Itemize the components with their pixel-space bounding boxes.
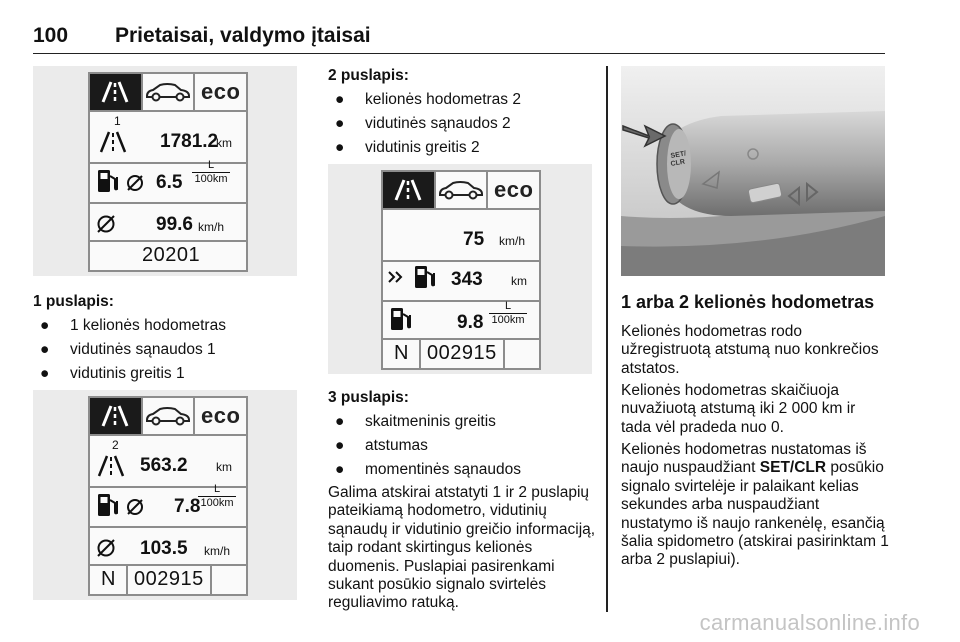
display-tabs bbox=[90, 398, 246, 436]
consumption-unit: $\frac{L}{100km}$ bbox=[198, 483, 236, 510]
display-panel-2 bbox=[88, 396, 248, 596]
watermark: carmanualsonline.info bbox=[699, 610, 920, 635]
avg-speed: 103.5 bbox=[140, 538, 188, 559]
fuel-pump-icon bbox=[389, 306, 413, 332]
trip-number: 2 bbox=[112, 438, 119, 452]
avg-consumption: 7.8 bbox=[174, 496, 201, 517]
road-icon bbox=[99, 404, 131, 428]
digital-speed: 75 bbox=[463, 229, 485, 250]
road-icon bbox=[99, 80, 131, 104]
display-tabs bbox=[90, 74, 246, 112]
page2-label: 2 puslapis: bbox=[328, 67, 409, 84]
tab-car bbox=[143, 74, 196, 110]
set-clr-button-label: SET/ bbox=[670, 150, 687, 160]
page-number: 100 bbox=[33, 24, 69, 47]
range-unit: km bbox=[511, 274, 527, 288]
section-heading: 1 arba 2 kelionės hodometras bbox=[621, 292, 875, 312]
page1-label: 1 puslapis: bbox=[33, 293, 114, 310]
fuel-pump-icon bbox=[96, 492, 120, 518]
instant-consumption: 9.8 bbox=[457, 312, 484, 333]
distance-unit: km bbox=[216, 460, 232, 474]
page3-label: 3 puslapis: bbox=[328, 389, 409, 406]
display-panel-3 bbox=[381, 170, 541, 370]
consumption-unit: $\frac{L}{100km}$ bbox=[192, 159, 230, 186]
set-clr-label: SET/CLR bbox=[759, 459, 827, 477]
road-icon bbox=[96, 130, 130, 154]
car-icon bbox=[145, 82, 191, 102]
avg-speed: 99.6 bbox=[156, 214, 193, 235]
turn-signal-stalk-illustration bbox=[621, 66, 885, 276]
average-icon bbox=[126, 174, 144, 192]
gear-indicator: N bbox=[101, 568, 116, 590]
tab-eco: eco bbox=[200, 403, 241, 428]
trip-distance: 563.2 bbox=[140, 455, 188, 476]
paragraph: Kelionės hodometras rodo užregistruotą atstumą nuo konkrečios atstatos. bbox=[621, 323, 879, 377]
fuel-pump-icon bbox=[413, 264, 437, 290]
reset-paragraph: Galima atskirai atstatyti 1 ir 2 puslapių pateikiamą hodometro, vidutinių sąnaudų ir vidutinio greičio informaciją, taip rodant skirtingus kelionės duomenis. Puslapiai pasirenkami sukant posūkio signalo svirtelės reguliavimo ratuką. bbox=[328, 484, 596, 612]
odometer: 20201 bbox=[142, 244, 201, 266]
average-icon bbox=[96, 538, 116, 558]
svg-text:CLR: CLR bbox=[670, 158, 686, 168]
car-icon bbox=[145, 406, 191, 426]
odometer: 002915 bbox=[134, 568, 204, 590]
paragraph: Kelionės hodometras skaičiuoja nuvažiuotą atstumą iki 2 000 km ir tada vėl pradeda nuo 0. bbox=[621, 382, 856, 436]
tab-car bbox=[436, 172, 489, 208]
speed-unit: km/h bbox=[204, 544, 231, 558]
avg-consumption: 6.5 bbox=[156, 172, 183, 193]
gear-indicator: N bbox=[394, 342, 409, 364]
display-tabs bbox=[383, 172, 539, 210]
paragraph: Kelionės hodometras nustatomas iš naujo nuspaudžiant SET/CLR posūkio signalo svirtelėje ir palaikant kelias sekundes arba nuspaudžiant nustatymo iš naujo rankenėlę, esančią šalia spidometro (atskirai pasirinktam 1 arba 2 puslapiui). bbox=[621, 441, 889, 569]
trip-distance: 1781.2 bbox=[160, 131, 219, 152]
display-panel-1 bbox=[88, 72, 248, 272]
range-arrows-icon bbox=[387, 270, 405, 284]
stalk-photo bbox=[621, 66, 885, 276]
tab-eco: eco bbox=[200, 79, 241, 104]
speed-unit: km/h bbox=[198, 220, 225, 234]
range-distance: 343 bbox=[451, 269, 483, 290]
distance-unit: km bbox=[216, 136, 232, 150]
column-divider bbox=[606, 66, 608, 612]
page-header bbox=[33, 18, 885, 54]
average-icon bbox=[96, 214, 116, 234]
consumption-unit: $\frac{L}{100km}$ bbox=[489, 300, 527, 327]
average-icon bbox=[126, 498, 144, 516]
tab-trip bbox=[90, 74, 143, 110]
tab-car bbox=[143, 398, 196, 434]
tab-eco: eco bbox=[493, 177, 534, 202]
tab-trip bbox=[383, 172, 436, 208]
speed-unit: km/h bbox=[499, 234, 526, 248]
trip-number: 1 bbox=[114, 114, 121, 128]
page-title: Prietaisai, valdymo įtaisai bbox=[115, 24, 371, 47]
odometer: 002915 bbox=[427, 342, 497, 364]
car-icon bbox=[438, 180, 484, 200]
tab-trip bbox=[90, 398, 143, 434]
road-icon bbox=[392, 178, 424, 202]
road-icon bbox=[94, 454, 128, 478]
fuel-pump-icon bbox=[96, 168, 120, 194]
